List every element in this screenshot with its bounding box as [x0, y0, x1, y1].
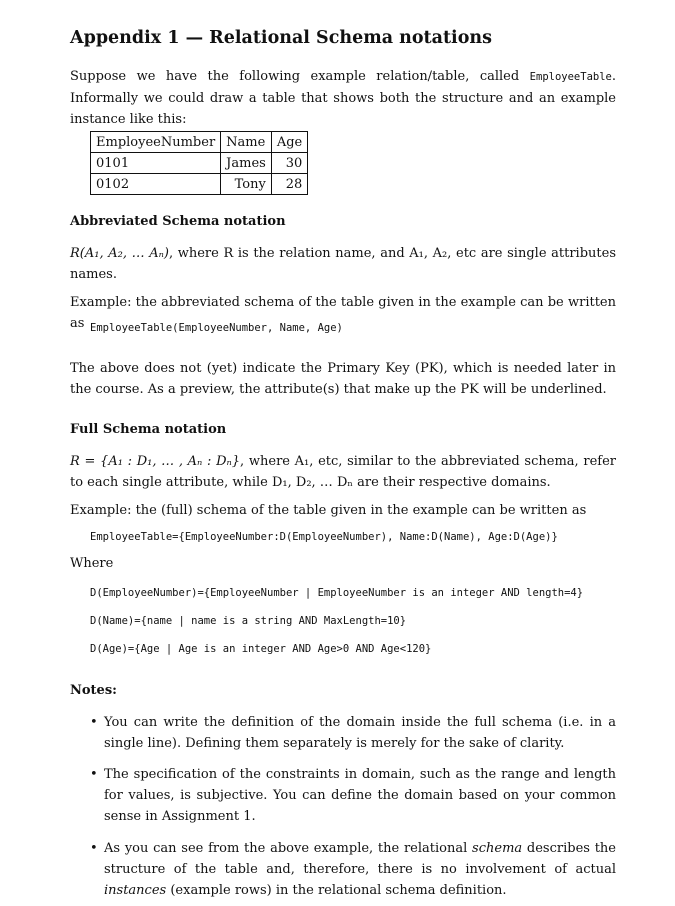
table-cell: 30	[271, 153, 307, 174]
list-item	[90, 712, 616, 754]
bullet-icon: •	[90, 767, 98, 782]
table-row	[91, 153, 308, 174]
note3-part-b: describes the structure of the table and, therefore, there is no involvement of actual	[104, 841, 616, 877]
table-header-age: Age	[271, 132, 307, 153]
abbreviated-heading: Abbreviated Schema notation	[70, 214, 286, 229]
note-text-1: You can write the definition of the domain inside the full schema (i.e. in a single line). Defining them separately is merely for the sake of clarity.	[104, 715, 616, 751]
note3-instances-word: instances	[104, 883, 167, 898]
abbreviated-example-code: EmployeeTable(EmployeeNumber, Name, Age)	[90, 322, 343, 334]
table-cell: James	[221, 153, 272, 174]
notes-heading: Notes:	[70, 683, 117, 698]
table-header-employeenumber: EmployeeNumber	[91, 132, 221, 153]
where-label: Where	[70, 556, 114, 571]
domain-employeenumber: D(EmployeeNumber)={EmployeeNumber | EmployeeNumber is an integer AND length=4}	[90, 587, 584, 599]
full-example-text: Example: the (full) schema of the table given in the example can be written as	[70, 503, 587, 518]
note-text-3	[104, 838, 616, 901]
bullet-icon: •	[90, 841, 98, 856]
intro-text-1: Suppose we have the following example relation/table, called	[70, 69, 520, 84]
domain-name: D(Name)={name | name is a string AND MaxLength=10}	[90, 615, 407, 627]
full-desc: , where A₁, etc, similar to the abbreviated schema, refer to each single attribute, while D₁, D₂, … Dₙ are their respective domains.	[70, 454, 616, 490]
domain-age: D(Age)={Age | Age is an integer AND Age>0 AND Age<120}	[90, 643, 432, 655]
table-header-name: Name	[221, 132, 272, 153]
note3-schema-word: schema	[472, 841, 523, 856]
abbreviated-formula: R(A₁, A₂, … Aₙ)	[70, 246, 169, 261]
intro-text-2: . Informally we could draw a table that shows both the structure and an example instance like this:	[70, 69, 616, 127]
list-item	[90, 838, 616, 901]
full-formula: R = {A₁ : D₁, … , Aₙ : Dₙ}	[70, 454, 241, 469]
note3-part-a: As you can see from the above example, the relational	[104, 841, 468, 856]
table-cell: Tony	[221, 174, 272, 195]
abbreviated-example-text: Example: the abbreviated schema of the table given in the example can be written as	[70, 295, 616, 331]
note3-part-c: (example rows) in the relational schema definition.	[170, 883, 507, 898]
table-cell: 0102	[91, 174, 221, 195]
pk-note: The above does not (yet) indicate the Primary Key (PK), which is needed later in the course. As a preview, the attribute(s) that make up the PK will be underlined.	[70, 361, 616, 397]
appendix-heading: Appendix 1 — Relational Schema notations	[70, 28, 492, 48]
intro-table-name: EmployeeTable	[529, 71, 612, 83]
full-definition	[70, 451, 616, 493]
table-row	[91, 174, 308, 195]
bullet-icon: •	[90, 715, 98, 730]
list-item	[90, 764, 616, 827]
example-table	[90, 131, 308, 195]
abbreviated-desc: , where R is the relation name, and A₁, A₂, etc are single attributes names.	[70, 246, 616, 282]
table-cell: 0101	[91, 153, 221, 174]
full-example-code: EmployeeTable={EmployeeNumber:D(EmployeeNumber), Name:D(Name), Age:D(Age)}	[90, 531, 558, 543]
intro-paragraph	[70, 66, 616, 130]
note-text-2: The specification of the constraints in domain, such as the range and length for values, is subjective. You can define the domain based on your common sense in Assignment 1.	[104, 767, 616, 824]
full-schema-heading: Full Schema notation	[70, 422, 227, 437]
abbreviated-definition	[70, 243, 616, 285]
table-cell: 28	[271, 174, 307, 195]
